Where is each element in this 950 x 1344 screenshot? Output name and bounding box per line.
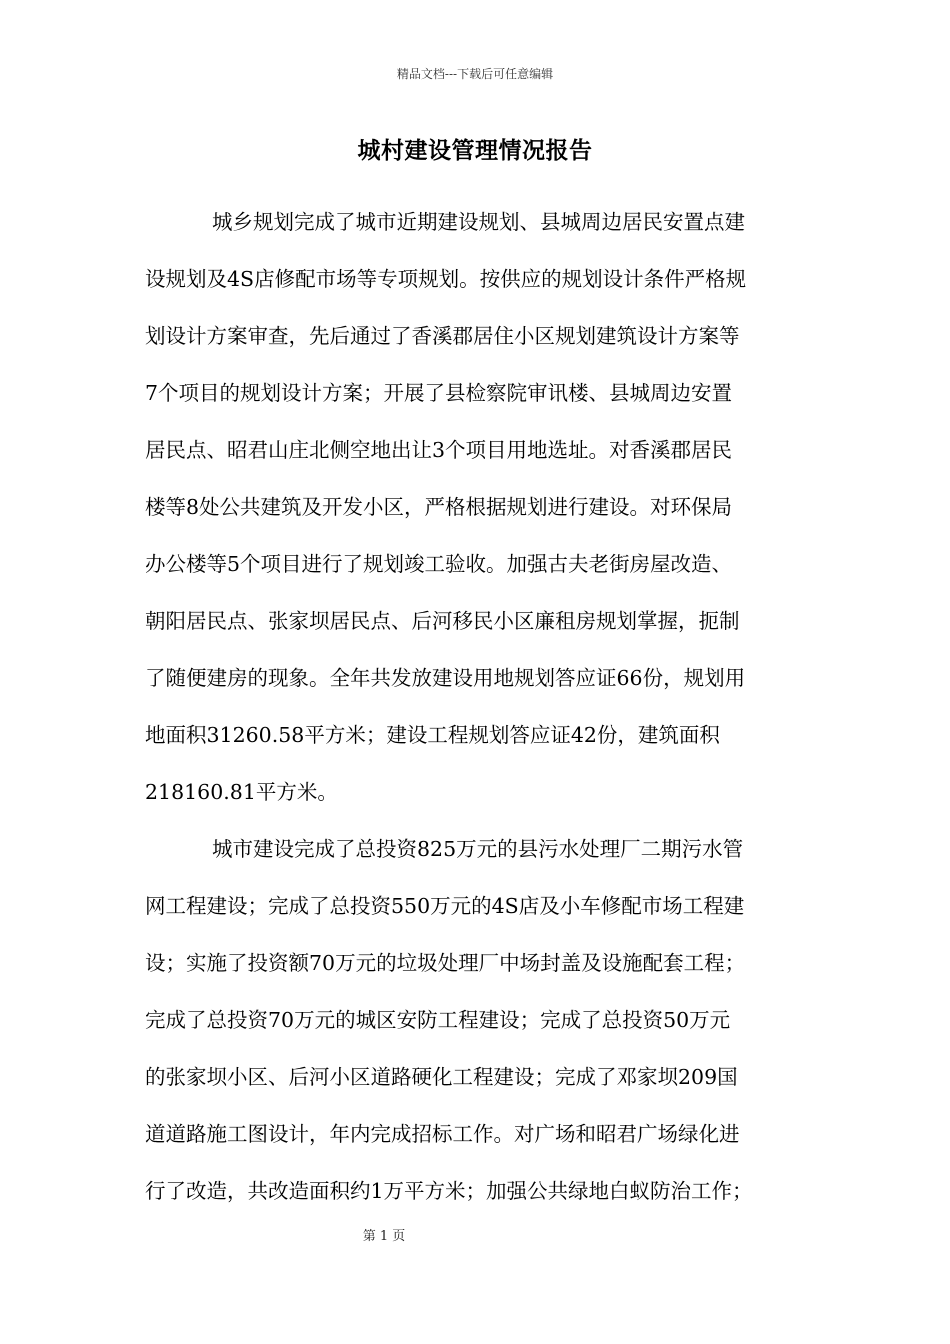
- text-line: 居民点、昭君山庄北侧空地出让3个项目用地选址。对香溪郡居民: [145, 438, 733, 462]
- document-body: [145, 200, 810, 1226]
- text-line: 城市建设完成了总投资825万元的县污水处理厂二期污水管: [212, 837, 744, 861]
- text-line: 了随便建房的现象。全年共发放建设用地规划答应证66份，规划用: [145, 666, 746, 690]
- text-line: 道道路施工图设计，年内完成招标工作。对广场和昭君广场绿化进: [145, 1122, 740, 1146]
- document-title: 城村建设管理情况报告: [357, 137, 593, 164]
- text-line: 的张家坝小区、后河小区道路硬化工程建设；完成了邓家坝209国: [145, 1065, 738, 1089]
- text-line: 划设计方案审查，先后通过了香溪郡居住小区规划建筑设计方案等: [145, 324, 740, 348]
- text-line: 完成了总投资70万元的城区安防工程建设；完成了总投资50万元: [145, 1008, 731, 1032]
- text-line: 行了改造，共改造面积约1万平方米；加强公共绿地白蚁防治工作；: [145, 1179, 753, 1203]
- text-line: 7个项目的规划设计方案；开展了县检察院审讯楼、县城周边安置: [145, 381, 733, 405]
- text-line: 楼等8处公共建筑及开发小区，严格根据规划进行建设。对环保局: [145, 495, 733, 519]
- header-note: 精品文档---下载后可任意编辑: [396, 67, 554, 81]
- text-line: 办公楼等5个项目进行了规划竣工验收。加强古夫老街房屋改造、: [145, 552, 733, 576]
- paragraph-2: [145, 827, 810, 1226]
- paragraph-1: [145, 200, 810, 827]
- text-line: 地面积31260.58平方米；建设工程规划答应证42份，建筑面积: [145, 723, 720, 747]
- text-line: 218160.81平方米。: [145, 780, 338, 804]
- text-line: 城乡规划完成了城市近期建设规划、县城周边居民安置点建: [212, 210, 745, 234]
- text-line: 朝阳居民点、张家坝居民点、后河移民小区廉租房规划掌握，扼制: [145, 609, 740, 633]
- page-number: 第 1 页: [362, 1229, 406, 1244]
- text-line: 设；实施了投资额70万元的垃圾处理厂中场封盖及设施配套工程；: [145, 951, 746, 975]
- text-line: 网工程建设；完成了总投资550万元的4S店及小车修配市场工程建: [145, 894, 745, 918]
- text-line: 设规划及4S店修配市场等专项规划。按供应的规划设计条件严格规: [145, 267, 747, 291]
